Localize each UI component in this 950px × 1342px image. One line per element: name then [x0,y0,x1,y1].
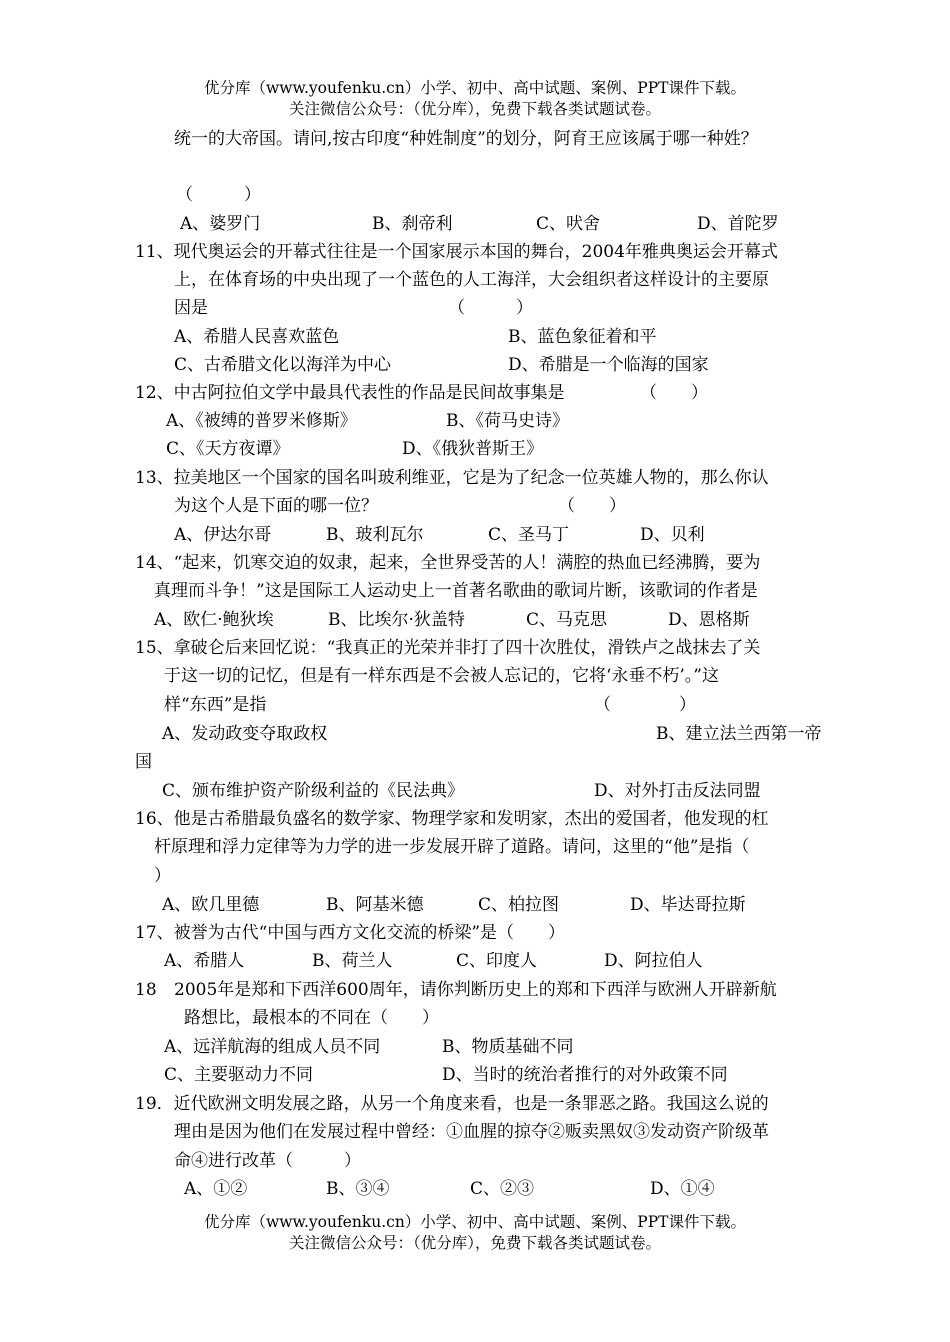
q10-blank: （ ） [176,185,261,205]
q15-option-a: A、发动政变夺取政权 [162,724,328,744]
q13-option-c: C、圣马丁 [488,525,570,545]
q10-option-c: C、吠舍 [536,214,601,234]
q19-option-a: A、①② [184,1179,248,1199]
q11-line-1: 11、现代奥运会的开幕式往往是一个国家展示本国的舞台，2004年雅典奥运会开幕式 [135,242,778,262]
q18-option-a: A、远洋航海的组成人员不同 [164,1037,381,1057]
q10-option-d: D、首陀罗 [697,214,779,234]
q16-option-b: B、阿基米德 [326,895,424,915]
q18-option-d: D、当时的统治者推行的对外政策不同 [442,1065,728,1085]
q10-option-b: B、刹帝利 [372,214,453,234]
q14-option-a: A、欧仁·鲍狄埃 [154,610,274,630]
q11-line-2: 上，在体育场的中央出现了一个蓝色的人工海洋，大会组织者这样设计的主要原 [174,270,769,290]
q15-option-c: C、颁布维护资产阶级利益的《民法典》 [162,781,465,801]
q15-blank: （ ） [594,695,696,715]
header-line-1: 优分库（www.youfenku.cn）小学、初中、高中试题、案例、PPT课件下载。 [203,79,747,97]
q11-option-a: A、希腊人民喜欢蓝色 [174,327,340,347]
q17-option-c: C、印度人 [456,951,538,971]
q13-option-a: A、伊达尔哥 [174,525,272,545]
q14-line-2: 真理而斗争！”这是国际工人运动史上一首著名歌曲的歌词片断，该歌词的作者是 [154,581,758,601]
q16-line-3: ） [154,866,171,886]
q18-option-b: B、物质基础不同 [442,1037,574,1057]
q13-line-1: 13、拉美地区一个国家的国名叫玻利维亚，它是为了纪念一位英雄人物的，那么你认 [135,468,769,488]
q11-blank: （ ） [448,298,533,318]
q11-option-b: B、蓝色象征着和平 [508,327,657,347]
q17-option-d: D、阿拉伯人 [604,951,703,971]
q15-option-d: D、对外打击反法同盟 [594,781,761,801]
q19-option-b: B、③④ [326,1179,390,1199]
q18-option-c: C、主要驱动力不同 [164,1065,314,1085]
q19-line-2: 理由是因为他们在发展过程中曾经：①血腥的掠夺②贩卖黑奴③发动资产阶级革 [174,1122,769,1142]
footer-line-1: 优分库（www.youfenku.cn）小学、初中、高中试题、案例、PPT课件下载。 [203,1213,747,1231]
header-line-2: 关注微信公众号：（优分库），免费下载各类试题试卷。 [288,100,661,118]
q18-line-1: 2005年是郑和下西洋600周年，请你判断历史上的郑和下西洋与欧洲人开辟新航 [174,980,777,1000]
q12-option-d: D、《俄狄普斯王》 [402,439,544,459]
q13-option-b: B、玻利瓦尔 [326,525,424,545]
q17-option-b: B、荷兰人 [312,951,393,971]
q11-line-3: 因是 [174,298,208,318]
q16-option-c: C、柏拉图 [478,895,560,915]
q15-line-1: 15、拿破仑后来回忆说：“我真正的光荣并非打了四十次胜仗，滑铁卢之战抹去了关 [135,638,761,658]
q14-option-b: B、比埃尔·狄盖特 [328,610,465,630]
q18-line-2: 路想比，最根本的不同在（ ） [184,1008,439,1028]
q14-option-c: C、马克思 [526,610,608,630]
q11-option-c: C、古希腊文化以海洋为中心 [174,355,392,375]
q13-line-2: 为这个人是下面的哪一位？ [174,496,378,516]
q12-option-b: B、《荷马史诗》 [446,411,569,431]
q16-line-2: 杆原理和浮力定律等为力学的进一步发展开辟了道路。请问，这里的“他”是指（ [154,837,750,857]
q14-line-1: 14、“起来，饥寒交迫的奴隶，起来，全世界受苦的人！满腔的热血已经沸腾，要为 [135,553,761,573]
q15-line-3: 样“东西”是指 [164,695,267,715]
footer-line-2: 关注微信公众号：（优分库），免费下载各类试题试卷。 [288,1234,661,1252]
q11-option-d: D、希腊是一个临海的国家 [508,355,709,375]
q19-option-d: D、①④ [650,1179,715,1199]
q12-option-c: C、《天方夜谭》 [166,439,290,459]
q16-line-1: 16、他是古希腊最负盛名的数学家、物理学家和发明家，杰出的爱国者，他发现的杠 [135,809,769,829]
q10-option-a: A、婆罗门 [180,214,261,234]
q14-option-d: D、恩格斯 [668,610,750,630]
q19-line-3: 命④进行改革（ ） [174,1151,361,1171]
q19-option-c: C、②③ [470,1179,535,1199]
q12-line-1: 12、中古阿拉伯文学中最具代表性的作品是民间故事集是 [135,383,565,403]
q15-line-2: 于这一切的记忆，但是有一样东西是不会被人忘记的，它将‘永垂不朽’。”这 [164,666,719,686]
q16-option-d: D、毕达哥拉斯 [630,895,746,915]
q18-number: 18 [135,980,157,1000]
q13-option-d: D、贝利 [640,525,705,545]
q17-option-a: A、希腊人 [164,951,245,971]
q19-line-1: 19．近代欧洲文明发展之路，从另一个角度来看，也是一条罪恶之路。我国这么说的 [135,1094,769,1114]
q13-blank: （ ） [558,496,626,516]
q10-text: 统一的大帝国。请问,按古印度“种姓制度”的划分，阿育王应该属于哪一种姓？ [174,129,758,149]
q12-option-a: A、《被缚的普罗米修斯》 [166,411,357,431]
q17-line-1: 17、被誉为古代“中国与西方文化交流的桥梁”是（ ） [135,923,566,943]
q16-option-a: A、欧几里德 [162,895,260,915]
q12-blank: （ ） [640,383,708,403]
q15-option-b: B、建立法兰西第一帝 [656,724,822,744]
q15-option-b-wrap: 国 [135,752,152,772]
